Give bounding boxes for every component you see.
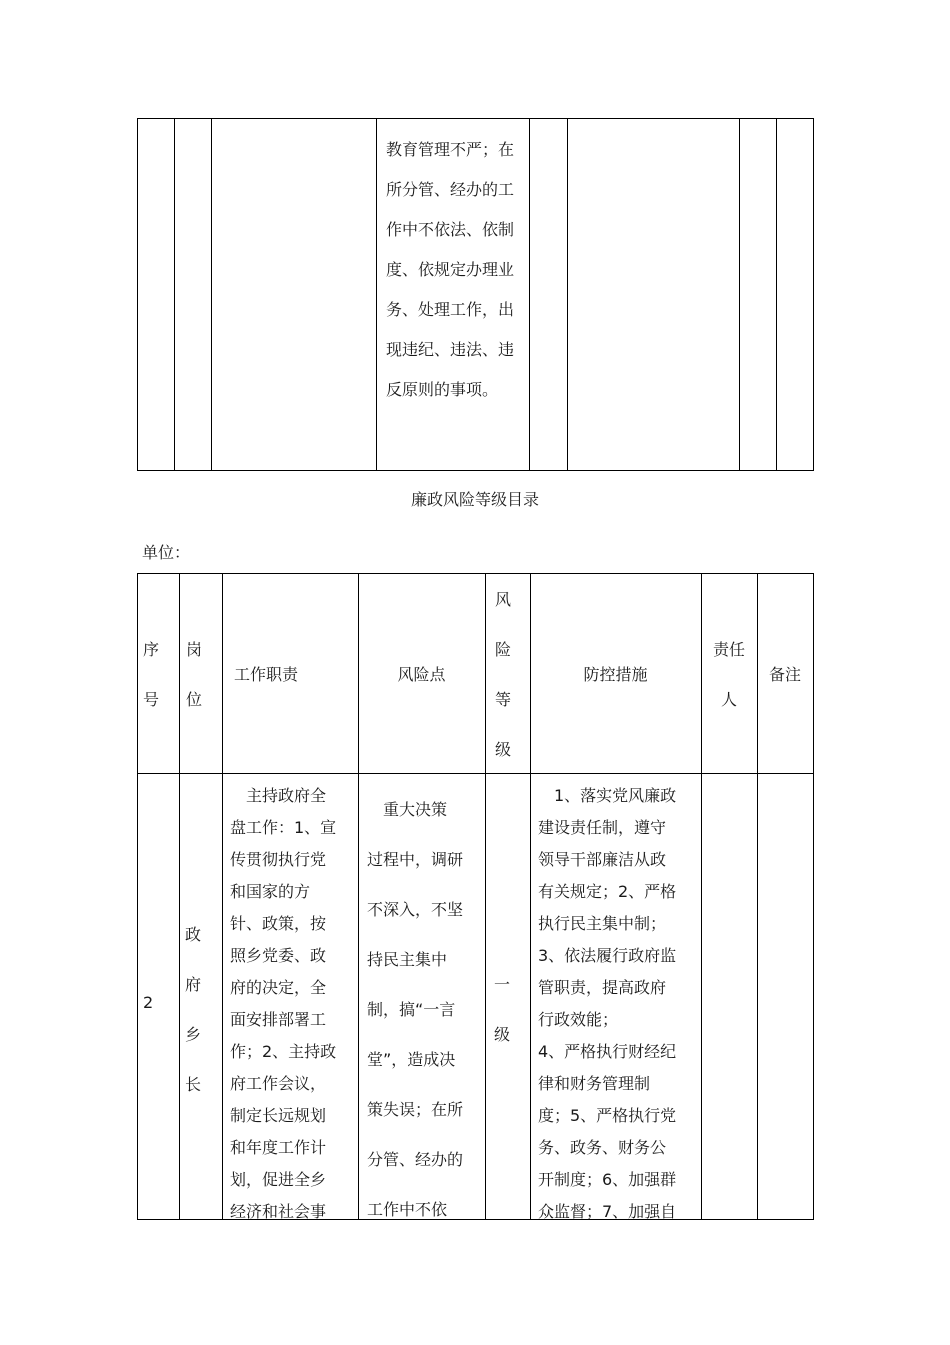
header-risk-point: 风险点 [397,665,446,684]
cell-risk-level: 一 级 [494,975,511,1044]
header-seq: 序 号 [142,640,159,709]
header-measures: 防控措施 [583,665,648,684]
cell-duty: 主持政府全 盘工作：1、宣 传贯彻执行党 和国家的方 针、政策，按 照乡党委、政 府的决定，全 面安排部署工 作；2、主持政 府工作会议， 制定长远规划 和年度工作计 划，促进全乡 经济和社会事 [230,786,337,1221]
header-remarks: 备注 [768,665,801,684]
page-title: 廉政风险等级目录 [410,490,539,509]
header-risk-level: 风 险 等 级 [494,590,511,759]
header-duty: 工作职责 [233,665,298,684]
continuation-risk-text: 教育管理不严；在 所分管、经办的工 作中不依法、依制 度、依规定办理业 务、处理工作，出 现违纪、违法、违 反原则的事项。 [386,140,515,399]
unit-label: 单位： [142,543,191,562]
header-responsible: 责任 人 [712,640,745,709]
cell-post: 政 府 乡 长 [185,925,202,1094]
cell-seq: 2 [143,993,154,1012]
cell-risk-point: 重大决策 过程中，调研 不深入，不坚 持民主集中 制，搞“一言 堂”，造成决 策失误；在所 分管、经办的 工作中不依 [367,800,464,1219]
cell-measures: 1、落实党风廉政 建设责任制，遵守 领导干部廉洁从政 有关规定；2、严格 执行民主集中制； 3、依法履行政府监 管职责，提高政府 行政效能； 4、严格执行财经纪 律和财务管理制 度；5、严格执行党 务、政务、财务公 开制度；6、加强群 众监督；7、加强自 [538,786,677,1221]
header-post: 岗 位 [185,640,202,709]
